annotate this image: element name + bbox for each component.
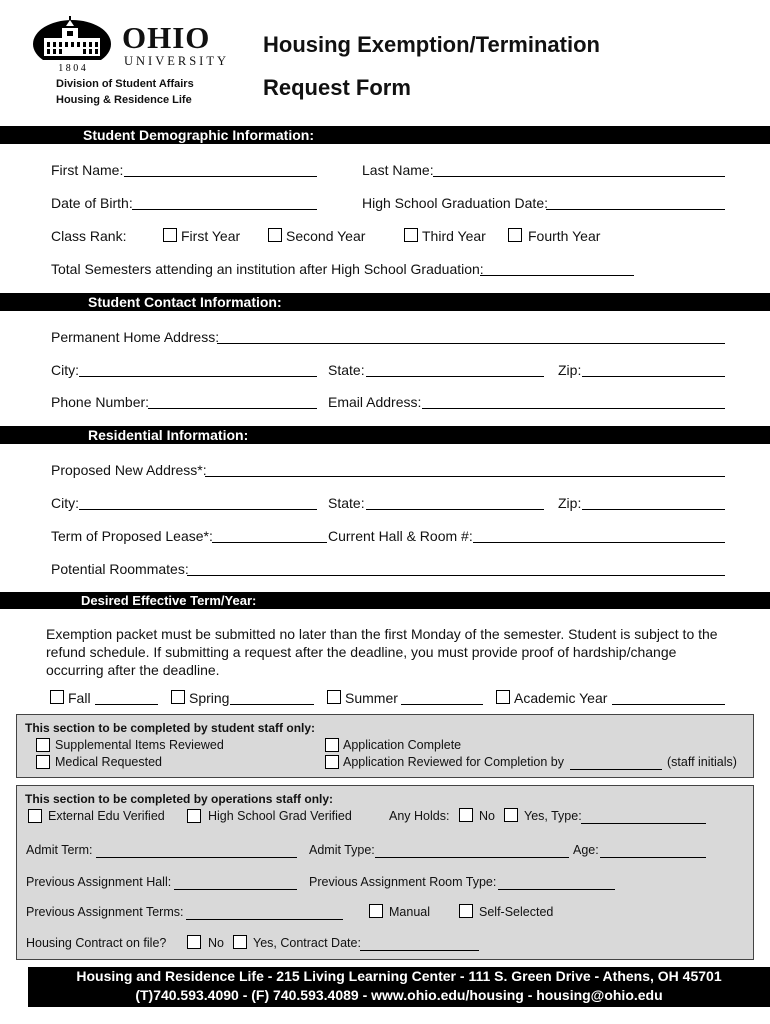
second-year-label: Second Year	[286, 228, 366, 244]
hs-grad-verified-checkbox[interactable]	[187, 809, 201, 823]
holds-no-label: No	[479, 809, 495, 823]
res-state-field[interactable]	[366, 495, 544, 510]
age-field[interactable]	[600, 843, 706, 858]
spring-checkbox[interactable]	[171, 690, 185, 704]
staff-initials-field[interactable]	[570, 755, 662, 770]
logo-year: 1 8 0 4	[58, 63, 86, 74]
contract-date-field[interactable]	[360, 936, 479, 951]
third-year-label: Third Year	[422, 228, 486, 244]
academic-year-checkbox[interactable]	[496, 690, 510, 704]
section-bar-demographic	[0, 126, 770, 144]
first-name-field[interactable]	[124, 162, 317, 177]
external-edu-label: External Edu Verified	[48, 809, 165, 823]
fall-field[interactable]	[95, 690, 158, 705]
class-rank-label: Class Rank:	[51, 228, 127, 244]
home-address-field[interactable]	[217, 329, 725, 344]
summer-label: Summer	[345, 690, 398, 706]
roommates-field[interactable]	[187, 561, 725, 576]
email-label: Email Address:	[328, 394, 422, 410]
home-address-label: Permanent Home Address:	[51, 329, 220, 345]
last-name-field[interactable]	[433, 162, 725, 177]
deadline-notice: Exemption packet must be submitted no later than the first Monday of the semester. Student is subject to the refund schedule. If submitting a request after the deadline, you must provide proof of hardship/change occurring after the deadline.	[46, 626, 718, 678]
app-reviewed-checkbox[interactable]	[325, 755, 339, 769]
contact-city-label: City:	[51, 362, 79, 378]
lease-term-field[interactable]	[212, 528, 327, 543]
contract-on-file-label: Housing Contract on file?	[26, 936, 167, 950]
semesters-field[interactable]	[480, 261, 634, 276]
prev-terms-label: Previous Assignment Terms:	[26, 905, 184, 919]
admit-type-field[interactable]	[375, 843, 569, 858]
holds-type-field[interactable]	[581, 809, 706, 824]
holds-yes-label: Yes, Type:	[524, 809, 582, 823]
fall-label: Fall	[68, 690, 91, 706]
dob-label: Date of Birth:	[51, 195, 133, 211]
student-staff-heading: This section to be completed by student staff only:	[25, 721, 316, 735]
medical-checkbox[interactable]	[36, 755, 50, 769]
last-name-label: Last Name:	[362, 162, 434, 178]
semesters-label: Total Semesters attending an institution after High School Graduation:	[51, 261, 484, 277]
age-label: Age:	[573, 843, 599, 857]
summer-field[interactable]	[401, 690, 483, 705]
spring-field[interactable]	[230, 690, 314, 705]
logo-sub: UNIVERSITY	[124, 54, 229, 68]
app-reviewed-label: Application Reviewed for Completion by	[343, 755, 564, 769]
third-year-checkbox[interactable]	[404, 228, 418, 242]
prev-hall-field[interactable]	[174, 875, 297, 890]
fall-checkbox[interactable]	[50, 690, 64, 704]
university-logo	[32, 14, 232, 114]
prev-hall-label: Previous Assignment Hall:	[26, 875, 172, 889]
form-title-line2: Request Form	[263, 75, 411, 100]
contract-yes-label: Yes, Contract Date:	[253, 936, 361, 950]
any-holds-label: Any Holds:	[389, 809, 450, 823]
medical-label: Medical Requested	[55, 755, 163, 769]
admit-term-label: Admit Term:	[26, 843, 93, 857]
res-city-field[interactable]	[79, 495, 317, 510]
contact-city-field[interactable]	[79, 362, 317, 377]
fourth-year-checkbox[interactable]	[508, 228, 522, 242]
lease-term-label: Term of Proposed Lease*:	[51, 528, 213, 544]
admit-term-field[interactable]	[96, 843, 297, 858]
holds-no-checkbox[interactable]	[459, 808, 473, 822]
summer-checkbox[interactable]	[327, 690, 341, 704]
contact-state-field[interactable]	[366, 362, 544, 377]
section-bar-contact	[0, 293, 770, 311]
first-year-label: First Year	[181, 228, 241, 244]
current-hall-label: Current Hall & Room #:	[328, 528, 473, 544]
section-title: Residential Information:	[88, 427, 249, 443]
form-title-line1: Housing Exemption/Termination	[263, 32, 600, 57]
campus-seal-icon	[32, 14, 114, 78]
manual-checkbox[interactable]	[369, 904, 383, 918]
res-zip-field[interactable]	[582, 495, 725, 510]
supplemental-checkbox[interactable]	[36, 738, 50, 752]
prev-room-type-label: Previous Assignment Room Type:	[309, 875, 497, 889]
section-title: Student Demographic Information:	[83, 127, 314, 143]
footer-contact: (T)740.593.4090 - (F) 740.593.4089 - www.ohio.edu/housing - housing@ohio.edu	[135, 987, 663, 1003]
email-field[interactable]	[422, 394, 725, 409]
second-year-checkbox[interactable]	[268, 228, 282, 242]
dob-field[interactable]	[132, 195, 317, 210]
academic-year-label: Academic Year	[514, 690, 608, 706]
roommates-label: Potential Roommates:	[51, 561, 189, 577]
section-title: Desired Effective Term/Year:	[81, 593, 257, 608]
holds-yes-checkbox[interactable]	[504, 808, 518, 822]
self-selected-label: Self-Selected	[479, 905, 554, 919]
contact-zip-field[interactable]	[582, 362, 725, 377]
footer-contact-bar	[28, 967, 770, 1007]
section-bar-residential	[0, 426, 770, 444]
prev-terms-field[interactable]	[186, 905, 343, 920]
res-city-label: City:	[51, 495, 79, 511]
staff-initials-label: (staff initials)	[667, 755, 737, 769]
phone-field[interactable]	[148, 394, 317, 409]
prev-room-type-field[interactable]	[498, 875, 615, 890]
app-complete-checkbox[interactable]	[325, 738, 339, 752]
res-zip-label: Zip:	[558, 495, 582, 511]
fourth-year-label: Fourth Year	[528, 228, 601, 244]
operations-staff-heading: This section to be completed by operations staff only:	[25, 792, 334, 806]
contact-zip-label: Zip:	[558, 362, 582, 378]
admit-type-label: Admit Type:	[309, 843, 375, 857]
section-bar-term	[0, 592, 770, 609]
app-complete-label: Application Complete	[343, 738, 462, 752]
contact-state-label: State:	[328, 362, 365, 378]
new-address-label: Proposed New Address*:	[51, 462, 207, 478]
new-address-field[interactable]	[205, 462, 725, 477]
academic-year-field[interactable]	[612, 690, 725, 705]
division-name: Division of Student Affairs	[56, 78, 194, 90]
current-hall-field[interactable]	[473, 528, 725, 543]
res-state-label: State:	[328, 495, 365, 511]
first-name-label: First Name:	[51, 162, 124, 178]
hs-grad-verified-label: High School Grad Verified	[208, 809, 352, 823]
section-title: Student Contact Information:	[88, 294, 282, 310]
hs-grad-label: High School Graduation Date:	[362, 195, 548, 211]
external-edu-checkbox[interactable]	[28, 809, 42, 823]
first-year-checkbox[interactable]	[163, 228, 177, 242]
logo-name: OHIO	[122, 20, 211, 55]
hs-grad-field[interactable]	[546, 195, 725, 210]
footer-address: Housing and Residence Life - 215 Living Learning Center - 111 S. Green Drive - Athens, OH 45701	[76, 968, 722, 984]
self-selected-checkbox[interactable]	[459, 904, 473, 918]
spring-label: Spring	[189, 690, 230, 706]
department-name: Housing & Residence Life	[56, 94, 192, 106]
contract-yes-checkbox[interactable]	[233, 935, 247, 949]
phone-label: Phone Number:	[51, 394, 150, 410]
manual-label: Manual	[389, 905, 430, 919]
supplemental-label: Supplemental Items Reviewed	[55, 738, 224, 752]
contract-no-checkbox[interactable]	[187, 935, 201, 949]
contract-no-label: No	[208, 936, 224, 950]
